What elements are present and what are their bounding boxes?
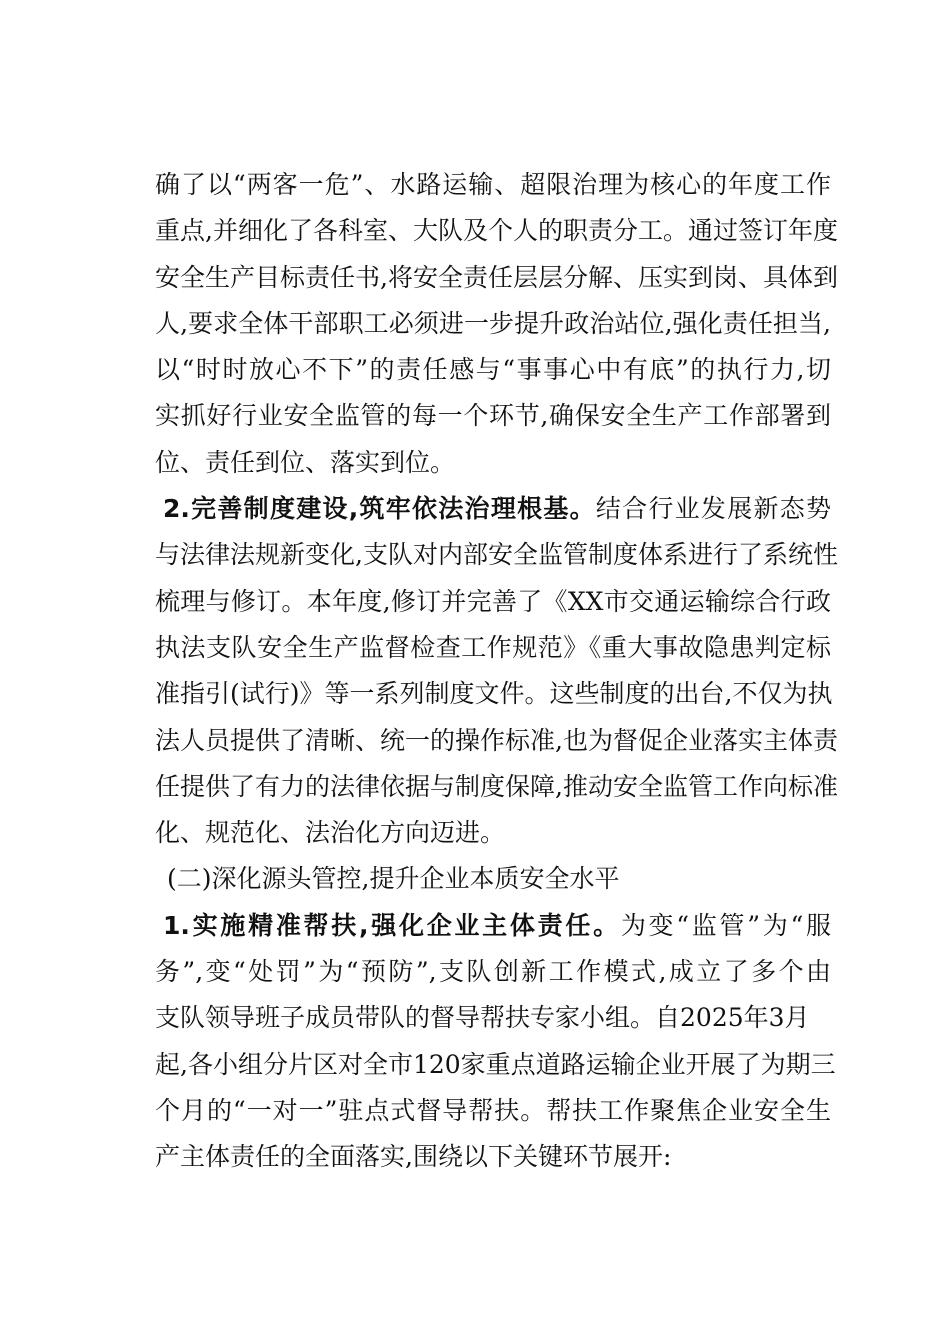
text-line: 位、责任到位、落实到位。 [155,447,456,477]
text-line: 与法律法规新变化,支队对内部安全监管制度体系进行了系统性 [155,540,838,570]
paragraph-responsibility [155,162,838,486]
text-line: 梳理与修订。本年度,修订并完善了《XX市交通运输综合行政 [155,586,831,616]
paragraph-precise-assistance [155,903,836,1181]
text-line: 化、规范化、法治化方向迈进。 [155,818,506,848]
text-line: 个月的“一对一”驻点式督导帮扶。帮扶工作聚焦企业安全生 [155,1095,831,1125]
text-line: 实抓好行业安全监管的每一个环节,确保安全生产工作部署到 [155,401,831,431]
text-run: 结合行业发展新态势 [595,494,831,524]
text-line: 执法支队安全生产监督检查工作规范》《重大事故隐患判定标 [155,632,831,662]
paragraph-lead-heading: 1.实施精准帮扶,强化企业主体责任。 [163,910,621,940]
text-line: 支队领导班子成员带队的督导帮扶专家小组。自2025年3月 [155,1003,810,1033]
text-line: 任提供了有力的法律依据与制度保障,推动安全监管工作向标准 [155,771,838,801]
paragraph-system-building [155,486,838,856]
text-line: 重点,并细化了各科室、大队及个人的职责分工。通过签订年度 [155,216,838,246]
text-line: 产主体责任的全面落实,围绕以下关键环节展开: [155,1142,672,1172]
text-line: 安全生产目标责任书,将安全责任层层分解、压实到岗、具体到 [155,262,838,292]
document-page [155,162,838,1181]
text-line: 人,要求全体干部职工必须进一步提升政治站位,强化责任担当, [155,308,831,338]
text-line: 准指引(试行)》等一系列制度文件。这些制度的出台,不仅为执 [155,679,833,709]
text-line [155,486,831,532]
text-line: 确了以“两客一危”、水路运输、超限治理为核心的年度工作 [155,170,831,199]
text-run: 为变“监管”为“服 [620,910,832,940]
section-heading: (二)深化源头管控,提升企业本质安全水平 [167,864,620,894]
text-line: 起,各小组分片区对全市120家重点道路运输企业开展了为期三 [155,1049,836,1079]
text-line: 以“时时放心不下”的责任感与“事事心中有底”的执行力,切 [155,355,831,385]
text-line: 法人员提供了清晰、统一的操作标准,也为督促企业落实主体责 [155,725,838,755]
text-line: 务”,变“处罚”为“预防”,支队创新工作模式,成立了多个由 [155,957,831,987]
paragraph-lead-heading: 2.完善制度建设,筑牢依法治理根基。 [163,494,596,524]
text-line [155,903,831,949]
